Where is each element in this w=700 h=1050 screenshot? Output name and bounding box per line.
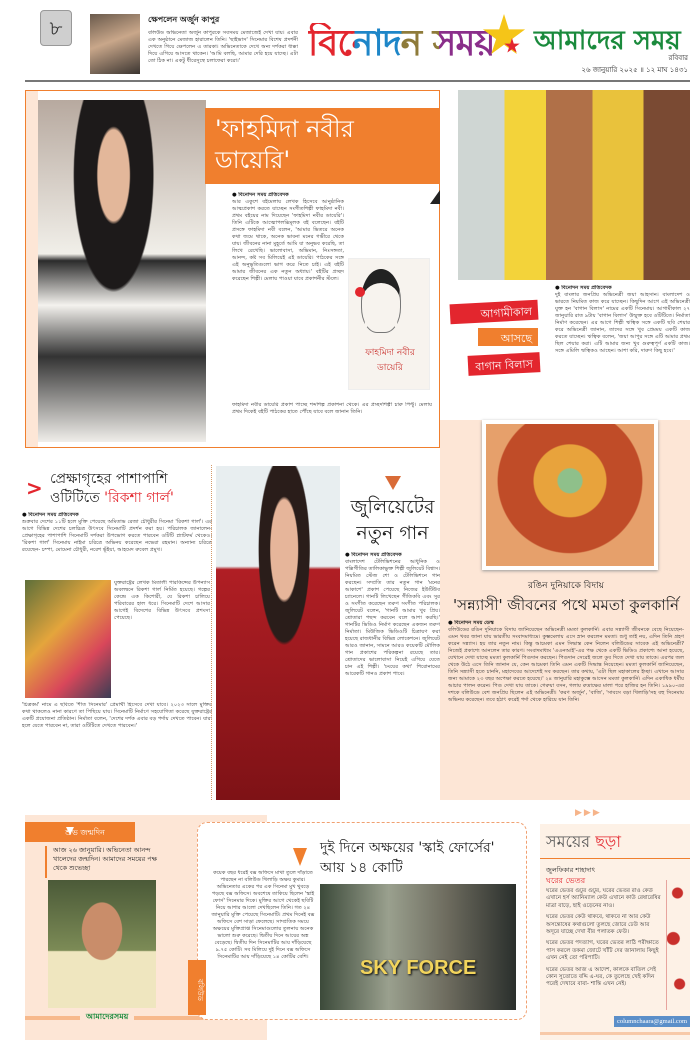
bagan-bilas-photo — [458, 90, 690, 280]
section-title-b: ছড়া — [595, 832, 621, 851]
side-tab-label: বলিউড — [196, 978, 204, 1001]
akshay-title: দুই দিনে অক্ষয়ের 'স্কাই ফোর্সের' আয় ১৪ কোটি — [320, 840, 495, 876]
poem-stanza: ঘরের ভেতর পদত্যাগ, ঘরের ভেতর লাঠি পরীক্ষাতে পাস করলে তকমা জোটে খাঁটি দের জানালায় কিছুই এখন নেই তো পরিপাটি। — [546, 940, 659, 962]
birthday-header — [25, 822, 135, 842]
rickshaw-title-line2: ওটিটিতে — [50, 490, 105, 506]
juliet-title: জুলিয়েটের নতুন গান — [350, 496, 435, 544]
poem-author: জুলফিকার শাহাদাৎ — [546, 866, 596, 874]
birthday-header-label: শুভ জন্মদিন — [65, 828, 105, 837]
label-bagan-bilas: বাগান বিলাস — [468, 352, 541, 376]
fahmida-title: 'ফাহমিদা নবীর ডায়েরি' — [215, 115, 354, 174]
juliet-column — [345, 476, 440, 800]
sky-force-poster — [320, 884, 516, 1010]
poem-column — [546, 866, 664, 1012]
poem-stanza: ঘরের ভেতর গুটুর গুটুর, ঘরের ভেতর রাও কেউ এখানে হর্স অ্যানিম্যাল কেউ এখানে কাউ রেষারেষির মাত্রা বাড়ে, ছাই ওড়েনের নাও। — [546, 888, 661, 909]
header-divider — [25, 80, 690, 82]
poem-stanza: ঘরের ভেতর কেউ থাকবে, থাকবে না আর কেউ অসন্তোষের কথাগুলো তুলছে জোরে ঢেউ আর অদূরে যাচ্ছে দেখা বীর পলাতক ফেউ। — [546, 914, 651, 936]
corner-triangle — [430, 190, 440, 204]
rickshaw-column — [22, 470, 212, 578]
header-teaser — [148, 14, 298, 74]
anant-khaled-photo — [48, 880, 156, 1008]
label-tomorrow: আগামীকাল — [450, 300, 539, 325]
akshay-column — [320, 838, 520, 1010]
supplement-logo: বিনোদন সময় — [308, 23, 495, 64]
label-coming: আসছে — [478, 328, 538, 346]
fahmida-article-end: ফাহমিদা নবীর ডায়েরি প্রকাশ পাচ্ছে শব্দশিল্প প্রকাশনা থেকে। এর প্রচ্ছদশিল্পী চারু পিন্টু। মেলায় প্রথম দিকেই বইটি পাঠকের হাতে পৌঁছে যাবে বলে জানান তিনি। — [232, 402, 432, 415]
mamata-kicker: রঙিন দুনিয়াকে বিদায় — [528, 581, 604, 591]
chevron-right-icon: > — [26, 476, 43, 500]
panel-peach-strip — [26, 91, 38, 447]
column-divider — [211, 465, 212, 800]
fahmida-column — [205, 108, 440, 444]
date-label: ২৬ জানুয়ারি ২০২৫ ॥ ১২ মাঘ ১৪৩১ — [581, 66, 688, 74]
book-cover-title: ফাহমিদা নবীর ডায়েরি — [365, 348, 415, 373]
triangle-down-icon — [293, 848, 307, 866]
floral-ornament — [666, 880, 688, 1010]
rickshaw-article-top: ● বিনোদন সময় প্রতিবেদক শুক্রবার দেশের ১১টি হলে মুক্তি পেয়েছে অমিতাভ রেজা চৌধুরীর সিনেমা 'রিকশা গার্ল'। এর আগে বিভিন্ন দেশের চলচ্চিত্র উৎসবে সিনেমাটি প্রদর্শন করা হয়। পরিচালক জানালেন- প্রেক্ষাগৃহের পাশাপাশি সিনেমাটি দর্শকরা উপভোগ করতে পারবেন ওটিটি প্ল্যাটফর্ম থেকেও। 'রিকশা গার্ল' সিনেমায় নাইমা চরিত্রে অভিনয় করেছেন নভেরা রহমান। অন্যান্য চরিত্রে রয়েছেন- চম্পা, মোমেনা চৌধুরী, নরেশ ভূঁইয়া, আহমেদ রুবেল প্রমুখ। — [22, 512, 212, 553]
rickshaw-girl-photo — [25, 580, 111, 698]
poem-stanza: ঘরের ভেতর আজ এ আদেশ, কালকে বাতিল সেই কোন সুতোতে বদ্দি এ-ঘর, কে তুলেছে খেই কদিন পরেই দেখাবে বাবা- শান্তি এখন নেই। — [546, 966, 657, 988]
rickshaw-title-highlight: 'রিকশা গার্ল' — [104, 490, 174, 506]
poem-title: ঘরের ভেতর — [546, 876, 586, 885]
fahmida-article: ● বিনোদন সময় প্রতিবেদক আর একুশে বইমেলায় লেখক হিসেবে আনুষ্ঠানিক আত্মপ্রকাশ করতে যাচ্ছেন সংগীতশিল্পী ফাহমিদা নবী। প্রথম বইয়ের নাম দিয়েছেন 'ফাহমিদা নবীর ডায়েরি'। তিনি এটিকে আত্মোপলব্ধিমূলক বই বলেছেন। বইটি প্রসঙ্গে ফাহমিদা নবী বলেন, 'আমার ভিতরে অনেক কথা জমে থাকে, অনেক ভাবনা মনের গভীরে থেকে যায়। জীবনের নানা মুহূর্তে আমি যা অনুভব করেছি, তা লিখে রেখেছি। ভালোবাসা, অভিমান, নিঃসঙ্গতা, আনন্দ, কষ্ট সব মিলিয়েই এই ডায়েরি। পাঠকের সঙ্গে এই অনুভূতিগুলো ভাগ করে নিতে চাই। এই বইটি আমার জীবনের এক নতুন অধ্যায়।' বইটির প্রচ্ছদ করেছেন শিল্পী। মেলায় পাওয়া যাবে প্রকাশনীর স্টলে। — [232, 192, 344, 282]
arjun-kapoor-photo — [90, 14, 140, 74]
bollywood-side-tab — [188, 960, 206, 1015]
birthday-text: আজ ২৬ জানুয়ারি। অভিনেতা আনন্দ খালেদের জন্মদিন। আমাদের সময়ের পক্ষ থেকে শুভেচ্ছা — [45, 846, 165, 878]
bottom-rule — [540, 1032, 690, 1035]
juliet-article: ● বিনোদন সময় প্রতিবেদক বাংলাদেশ টেলিভিশনের আধুনিক ও পল্লিগীতির তালিকাভুক্ত শিল্পী জুলিয়েট বিশ্বাস। নিয়মিত স্টেজ শো ও টেলিভিশনে গান করছেন। সম্প্রতি তার নতুন গান 'মনের আকাশে' প্রকাশ পেয়েছে নিজের ইউটিউব চ্যানেলে। গানটি লিখেছেন গীতিকবি এবং সুর ও সংগীত করেছেন তরুণ সংগীত পরিচালক। জুলিয়েট বলেন, 'গানটি আমার খুব প্রিয়। শ্রোতারা পছন্দ করবেন বলে আশা করছি।' গানটির ভিডিও নির্মাণ করেছেন একজন তরুণ নির্মাতা। মিউজিক ভিডিওটি চিত্রায়ণ করা হয়েছে রাজধানীর বিভিন্ন লোকেশনে। জুলিয়েট আরও জানান, সামনে আরও কয়েকটি মৌলিক গান প্রকাশের পরিকল্পনা রয়েছে তার। শ্রোতাদের ভালোবাসা নিয়েই এগিয়ে যেতে চান এই শিল্পী। 'ঢংয়ের কথা' শিরোনামের আরেকটি গানও প্রকাশ পাবে। — [345, 552, 440, 677]
section-title-a: সময়ের — [546, 832, 596, 851]
poem-section-title — [546, 832, 621, 852]
mamata-kulkarni-photo — [482, 420, 658, 570]
fahmida-title-box — [205, 108, 440, 184]
poem-title-rule — [540, 858, 690, 859]
paper-logo: আমাদের সময় — [534, 26, 681, 56]
triangle-down-icon — [385, 476, 401, 490]
poem-email-link[interactable]: columnchaara@gmail.com — [614, 1016, 690, 1027]
rickshaw-article-side: যুক্তরাষ্ট্রের লেখক মিতালী পারকিন্সের উপন্যাস অবলম্বনে রিকশা গার্ল নির্মিত হয়েছে। গল্পের কেন্দ্রে এক কিশোরী, যে রিকশা চালিয়ে পরিবারের হাল ধরে। সিনেমাটি দেশে আসার আগেই বিদেশের বিভিন্ন উৎসবে প্রশংসা পেয়েছে। — [114, 580, 210, 621]
birthday-logo: আমাদেরসময় — [80, 1011, 134, 1024]
rickshaw-title — [22, 470, 212, 508]
triangle-down-icon — [66, 827, 74, 835]
teaser-title: ক্ষেপলেন অর্জুন কাপুর — [148, 15, 220, 24]
page-number: ৮ — [40, 10, 72, 46]
mamata-column — [448, 580, 684, 796]
rickshaw-article-bottom: 'চিত্রকর্ম' নামে এ ছবিতে 'শীত সিনেমার' প্রেমার্থী হিসেবে দেখা যাবে। ২০২৩ সালে মুক্তির কথা থাকলেও নানা কারণে তা পিছিয়ে যায়। সিনেমাটি নির্মাণে সহযোগিতা করেছে যুক্তরাষ্ট্রের একটি প্রযোজনা প্রতিষ্ঠান। নির্মাতা বলেন, 'দেশের দর্শক এবার বড় পর্দায় দেখতে পাবেন। যারা হলে যেতে পারবেন না, তারা ওটিটিতে দেখতে পারবেন।' — [22, 702, 212, 729]
poem-body — [546, 888, 664, 1012]
poster-title: SKY FORCE — [360, 957, 477, 979]
mamata-title: 'সন্ন্যাসী' জীবনের পথে মমতা কুলকার্নি — [453, 596, 679, 614]
rickshaw-title-line1: প্রেক্ষাগৃহের পাশাপাশি — [50, 471, 168, 487]
day-label: রবিবার — [668, 54, 688, 62]
arrow-decor: ▶▶▶ — [575, 808, 602, 818]
juliet-photo — [216, 466, 340, 800]
teaser-body: বলিউড অভিনেতা অর্জুন কাপুরকে সবসময় মেজাজেই দেখা যায়। এবার এক অনুষ্ঠানে মেজাজ হারালেন তিনি। 'ছাইভাস' সিনেমার বিশেষ প্রদর্শনী দেখতে গিয়ে ক্ষেপলেন এ তারকা। অভিনেতাকে দেখে অন্য দর্শকরা ধাক্কা দিয়ে এগিয়ে আসতে থাকেন। 'আমি বলছি, আমার দেরি হয়ে যাচ্ছে। এটা তো ঠিক না। একটু ধীরেসুস্থে চলাফেরা করো।' — [148, 30, 298, 64]
fahmida-nabi-photo — [38, 100, 206, 442]
bagan-bilas-article: ● বিনোদন সময় প্রতিবেদক দুই বাংলার জনপ্রিয় অভিনেত্রী জয়া আহসান। বাংলাদেশ ও ভারতে নিয়মিত কাজ করে যাচ্ছেন। কিছুদিন আগে এই অভিনেত্রী যুক্ত হন 'বাগান বিলাস' নামের একটি সিনেমায়। আগামীকাল ২৭ জানুয়ারি রাত ৯টায় 'বাগান বিলাস' উন্মুক্ত হবে ওটিটিতে। নির্মাতা নির্মাণ করেছেন। এর আগে শিল্পী ঋত্বিক সঙ্গে একটি ছবি শেয়ার করে অভিনেত্রী জানান, তাদের সঙ্গে খুব প্রেমময় একটি কাজ করতে যাচ্ছেন। ঋত্বিক বলেন, 'জয়া আপুর সঙ্গে এটি আমার প্রথম ছিল শেয়ার করা। এটি আমার জন্য খুব গুরুত্বপূর্ণ একটি কাজ। সঙ্গে এমিলি ঋত্বিকও আছেন। আশা করি, দারুণ কিছু হবে।' — [555, 285, 690, 354]
mamata-article: ● বিনোদন সময় ডেস্ক বলিউডের রঙিন দুনিয়াকে বিদায় জানিয়েছেন অভিনেত্রী মমতা কুলকার্নি। এবার সন্ন্যাসী জীবনকে বেছে নিয়েছেন- এমন খবর জানা যায় ভারতীয় সংবাদমাধ্যমে। কুম্ভমেলায় এসে স্নান করলেন মমতা। শুধু তাই নয়, এদিন তিনি গ্রহণ করেন সন্ন্যাস। হয় তার নতুন নাম। কিন্তু আচমকা এমন সিদ্ধান্ত কেন নিলেন বলিউডের সাবেক এই অভিনেত্রী? নিজেই প্রকাশ্যে আনলেন তার কারণ। সংবাদমাধ্যম 'এএনআই'-এর পক্ষ থেকে একটি ভিডিও প্রকাশ্যে আনা হয়েছে, যেখানে দেখা যাচ্ছে মমতা কুলকার্নি পিণ্ডদান করছেন। পিণ্ডদান সেরেই জলে ডুব দিতে দেখা যায় তাকে। এরপর জল থেকে উঠে এসে তিনি জানান যে, কেন আচমকা তিনি এমন একটি সিদ্ধান্ত নিয়েছেন। মমতা কুলকার্নি জানিয়েছেন, তিনি সন্ন্যাসী হতে চাননি, মহাদেবের আদেশেই সব করছেন। তার কথায়, 'এটা ছিল মহাকালের ইচ্ছা। এখানে আসার জন্য আমাকে ২৩ বছর অপেক্ষা করতে হয়েছে।' ২৪ জানুয়ারি মহাকুম্ভে আসেন মমতা কুলকার্নি। এদিন একাধিক ধর্মীয় আচার পালন করেন। পিণ্ড দেখা যায় তাকে। গেরুয়া বসন, গলায় রুদ্রাক্ষের মালা পরে হাজির হন তিনি। ১৯৯০-এর দশকে বলিউডে বেশ জনপ্রিয় ছিলেন এই অভিনেত্রী। 'করণ অর্জুন', 'বাজি', 'সাবসে বড়া খিলাড়ি'সহ বহু সিনেমায় অভিনয় করেছেন। তবে হঠাৎ করেই পর্দা থেকে হারিয়ে যান তিনি। — [448, 620, 684, 703]
akshay-article: কয়েক বছর ধরেই বক্স অফিসে মাথা তুলে দাঁড়াতে পারছেন না বলিউড খিলাড়ি অক্ষয় কুমার। অভিনেতার একের পর এক সিনেমা মুখ থুবড়ে পড়ছে বক্স অফিসে। অবশেষে তাকিয়ে ছিলেন 'স্কাই ফোর্স' সিনেমার দিকে। মুক্তির আগে থেকেই ছবিটি নিয়ে আশার আলো দেখছিলেন তিনি। গত ২৪ জানুয়ারি মুক্তি পেয়েছে সিনেমাটি। প্রথম দিনেই বক্স অফিসে বেশ সাড়া ফেলেছে। সাম্প্রতিক সময়ে অক্ষয়ের মুক্তিপ্রাপ্ত সিনেমাগুলোর তুলনায় অনেক ভালো শুরু করেছে। দ্বিতীয় দিনে আয়ের অঙ্ক বেড়েছে। দ্বিতীয় দিন সিনেমাটির আয় দাঁড়িয়েছে ৯.৭৫ কোটি। সব মিলিয়ে দুই দিনে বক্স অফিসে সিনেমাটির আয় দাঁড়িয়েছে ১৪ কোটির বেশি। — [211, 870, 315, 960]
